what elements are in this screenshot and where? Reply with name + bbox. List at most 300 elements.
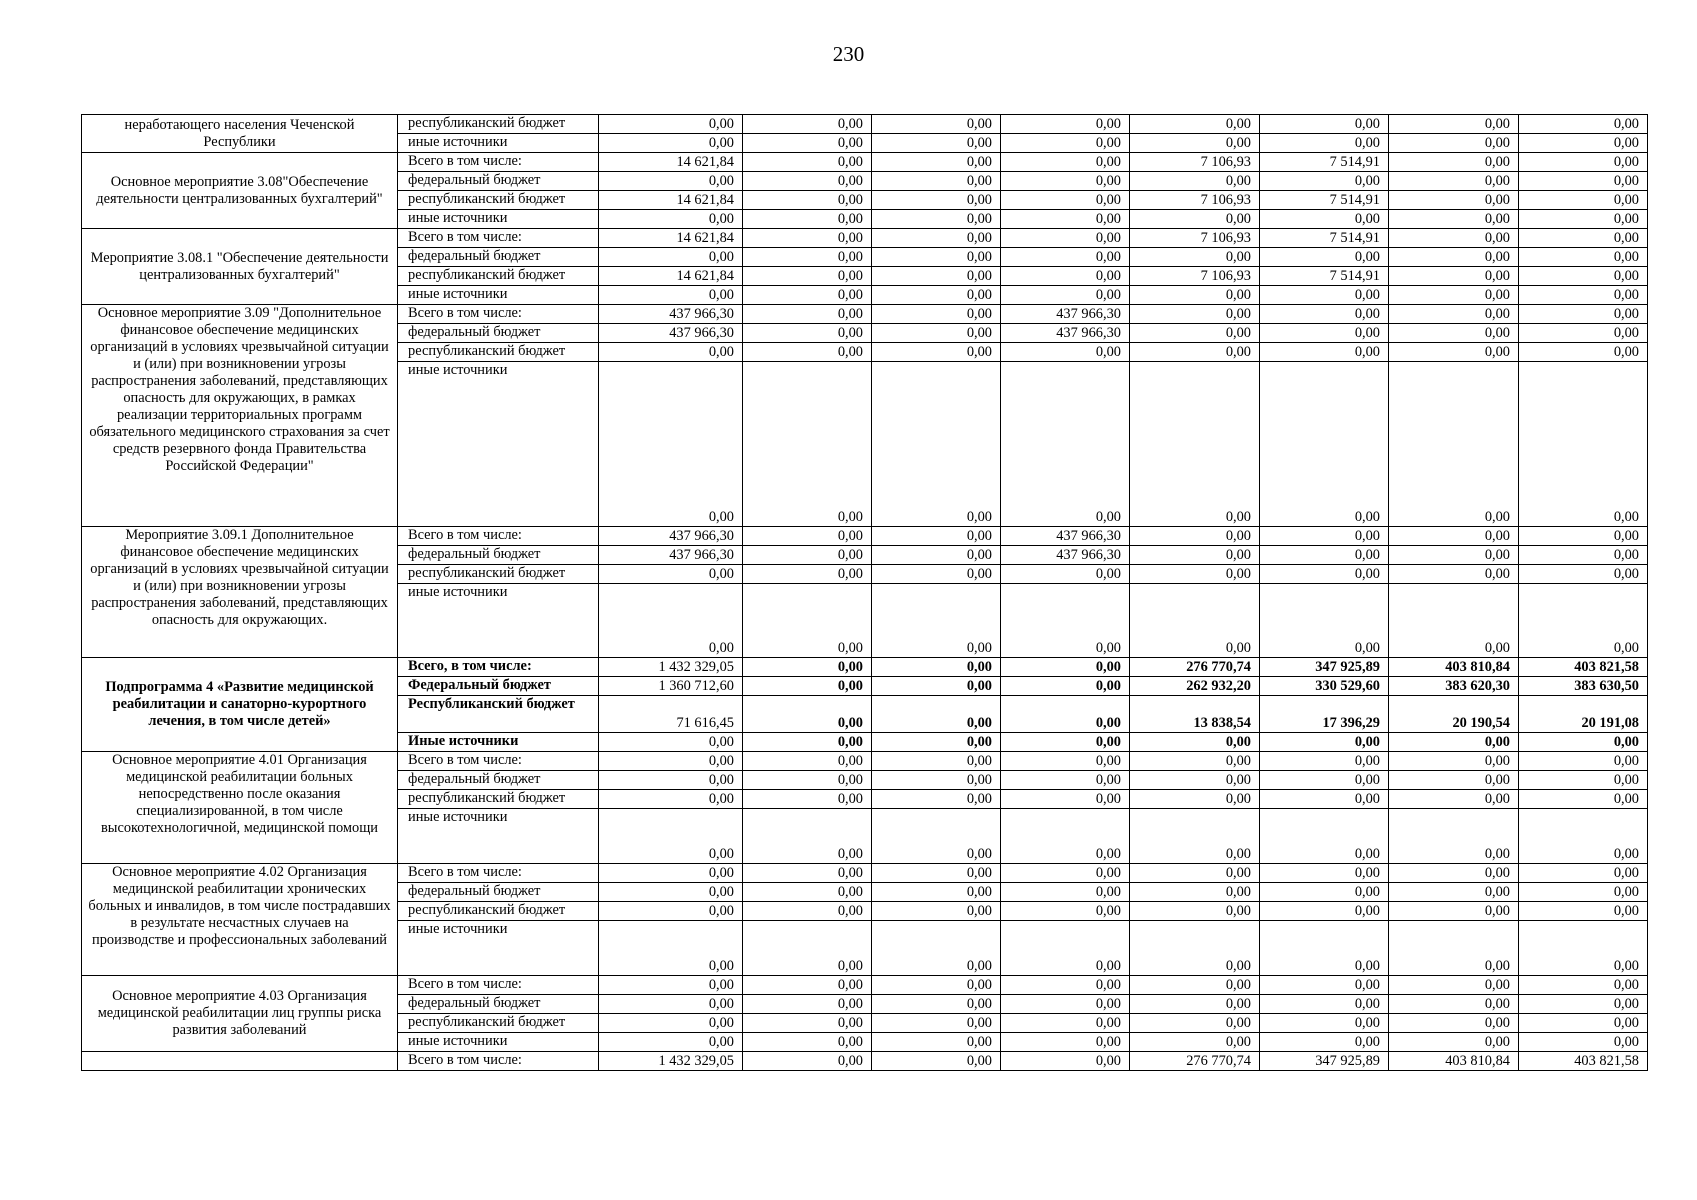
value-cell: 0,00 [872, 343, 1001, 362]
value-cell: 0,00 [1389, 790, 1519, 809]
measure-name-cell: Основное мероприятие 3.09 "Дополнительное финансовое обеспечение медицинских организаций в условиях чрезвычайной ситуации и (или) при возникновении угрозы распространения заболеваний, представляющих опасность для окружающих, в рамках реализации территориальных программ обязательного медицинского страхования за счет средств резервного фонда Правительства Российской Федерации" [82, 305, 398, 527]
funding-source-cell: федеральный бюджет [398, 546, 599, 565]
measure-name-cell: Основное мероприятие 3.08"Обеспечение деятельности централизованных бухгалтерий" [82, 153, 398, 229]
value-cell: 0,00 [872, 305, 1001, 324]
value-cell: 437 966,30 [599, 527, 743, 546]
value-cell: 0,00 [743, 115, 872, 134]
value-cell: 0,00 [1389, 902, 1519, 921]
value-cell: 0,00 [1519, 809, 1648, 864]
value-cell: 0,00 [743, 286, 872, 305]
funding-source-cell: Всего в том числе: [398, 229, 599, 248]
funding-source-cell: иные источники [398, 1033, 599, 1052]
value-cell: 403 810,84 [1389, 658, 1519, 677]
value-cell: 0,00 [1001, 267, 1130, 286]
value-cell: 0,00 [872, 584, 1001, 658]
value-cell: 0,00 [872, 995, 1001, 1014]
value-cell: 0,00 [872, 527, 1001, 546]
value-cell: 0,00 [1001, 343, 1130, 362]
value-cell: 0,00 [1001, 134, 1130, 153]
value-cell: 437 966,30 [1001, 546, 1130, 565]
value-cell: 0,00 [1130, 362, 1260, 527]
value-cell: 0,00 [872, 864, 1001, 883]
funding-source-cell: иные источники [398, 362, 599, 527]
value-cell: 20 191,08 [1519, 696, 1648, 733]
value-cell: 276 770,74 [1130, 658, 1260, 677]
value-cell: 403 821,58 [1519, 658, 1648, 677]
value-cell: 437 966,30 [599, 324, 743, 343]
value-cell: 0,00 [599, 172, 743, 191]
value-cell: 0,00 [872, 134, 1001, 153]
value-cell: 0,00 [1260, 305, 1389, 324]
table-row [82, 1052, 1648, 1071]
funding-source-cell: иные источники [398, 286, 599, 305]
funding-source-cell: республиканский бюджет [398, 790, 599, 809]
value-cell: 0,00 [1130, 921, 1260, 976]
value-cell: 0,00 [1519, 995, 1648, 1014]
value-cell: 0,00 [1519, 921, 1648, 976]
value-cell: 0,00 [1001, 191, 1130, 210]
value-cell: 0,00 [1389, 153, 1519, 172]
value-cell: 0,00 [1001, 658, 1130, 677]
value-cell: 0,00 [1001, 584, 1130, 658]
value-cell: 0,00 [1001, 286, 1130, 305]
value-cell: 7 106,93 [1130, 153, 1260, 172]
value-cell: 0,00 [743, 362, 872, 527]
value-cell: 0,00 [1260, 921, 1389, 976]
value-cell: 0,00 [1001, 733, 1130, 752]
value-cell: 0,00 [1001, 995, 1130, 1014]
value-cell: 0,00 [1001, 248, 1130, 267]
value-cell: 0,00 [1001, 362, 1130, 527]
funding-source-cell: иные источники [398, 809, 599, 864]
value-cell: 0,00 [743, 565, 872, 584]
value-cell: 0,00 [599, 752, 743, 771]
value-cell: 0,00 [1260, 210, 1389, 229]
value-cell: 383 630,50 [1519, 677, 1648, 696]
value-cell: 0,00 [1389, 229, 1519, 248]
value-cell: 0,00 [1389, 883, 1519, 902]
value-cell: 0,00 [1389, 172, 1519, 191]
value-cell: 0,00 [1260, 343, 1389, 362]
value-cell: 0,00 [1001, 976, 1130, 995]
value-cell: 0,00 [1389, 324, 1519, 343]
value-cell: 0,00 [743, 658, 872, 677]
table-row [82, 658, 1648, 677]
value-cell: 0,00 [1130, 1033, 1260, 1052]
value-cell: 14 621,84 [599, 267, 743, 286]
measure-name-cell: Мероприятие 3.08.1 "Обеспечение деятельности централизованных бухгалтерий" [82, 229, 398, 305]
measure-name-cell [82, 1052, 398, 1071]
value-cell: 0,00 [1260, 733, 1389, 752]
value-cell: 403 810,84 [1389, 1052, 1519, 1071]
value-cell: 0,00 [872, 1033, 1001, 1052]
table-row [82, 864, 1648, 883]
value-cell: 0,00 [743, 790, 872, 809]
value-cell: 0,00 [743, 134, 872, 153]
value-cell: 0,00 [1260, 324, 1389, 343]
value-cell: 0,00 [1260, 248, 1389, 267]
value-cell: 0,00 [872, 677, 1001, 696]
value-cell: 0,00 [743, 696, 872, 733]
value-cell: 0,00 [743, 864, 872, 883]
value-cell: 0,00 [743, 305, 872, 324]
measure-name-cell: Основное мероприятие 4.02 Организация медицинской реабилитации хронических больных и инвалидов, в том числе пострадавших в результате несчастных случаев на производстве и профессиональных заболеваний [82, 864, 398, 976]
value-cell: 0,00 [1519, 584, 1648, 658]
value-cell: 0,00 [1389, 771, 1519, 790]
value-cell: 0,00 [1519, 134, 1648, 153]
value-cell: 330 529,60 [1260, 677, 1389, 696]
value-cell: 0,00 [1389, 921, 1519, 976]
value-cell: 0,00 [872, 362, 1001, 527]
value-cell: 0,00 [1260, 771, 1389, 790]
value-cell: 0,00 [872, 115, 1001, 134]
value-cell: 0,00 [1519, 191, 1648, 210]
value-cell: 0,00 [1519, 153, 1648, 172]
value-cell: 0,00 [1130, 546, 1260, 565]
value-cell: 0,00 [1001, 1014, 1130, 1033]
value-cell: 0,00 [743, 343, 872, 362]
value-cell: 0,00 [1130, 809, 1260, 864]
table-row [82, 153, 1648, 172]
value-cell: 0,00 [743, 546, 872, 565]
value-cell: 0,00 [1130, 995, 1260, 1014]
value-cell: 0,00 [1001, 1052, 1130, 1071]
value-cell: 13 838,54 [1130, 696, 1260, 733]
value-cell: 0,00 [1130, 134, 1260, 153]
value-cell: 0,00 [599, 902, 743, 921]
value-cell: 0,00 [1260, 883, 1389, 902]
value-cell: 0,00 [1519, 527, 1648, 546]
funding-source-cell: федеральный бюджет [398, 995, 599, 1014]
value-cell: 0,00 [743, 191, 872, 210]
value-cell: 0,00 [872, 286, 1001, 305]
value-cell: 0,00 [599, 790, 743, 809]
value-cell: 0,00 [1001, 153, 1130, 172]
measure-name-cell: Основное мероприятие 4.01 Организация медицинской реабилитации больных непосредственно после оказания специализированной, в том числе высокотехнологичной, медицинской помощи [82, 752, 398, 864]
value-cell: 0,00 [1130, 883, 1260, 902]
value-cell: 0,00 [743, 1014, 872, 1033]
value-cell: 0,00 [1130, 771, 1260, 790]
funding-source-cell: федеральный бюджет [398, 324, 599, 343]
value-cell: 0,00 [1389, 1033, 1519, 1052]
value-cell: 0,00 [1389, 362, 1519, 527]
value-cell: 1 360 712,60 [599, 677, 743, 696]
value-cell: 0,00 [743, 527, 872, 546]
value-cell: 0,00 [1389, 733, 1519, 752]
value-cell: 0,00 [743, 733, 872, 752]
value-cell: 0,00 [599, 286, 743, 305]
value-cell: 0,00 [1519, 976, 1648, 995]
value-cell: 437 966,30 [1001, 305, 1130, 324]
value-cell: 0,00 [1001, 677, 1130, 696]
value-cell: 0,00 [1389, 864, 1519, 883]
value-cell: 0,00 [872, 172, 1001, 191]
value-cell: 0,00 [743, 1052, 872, 1071]
value-cell: 0,00 [872, 790, 1001, 809]
funding-source-cell: федеральный бюджет [398, 248, 599, 267]
value-cell: 0,00 [1519, 902, 1648, 921]
funding-source-cell: республиканский бюджет [398, 565, 599, 584]
value-cell: 0,00 [1389, 267, 1519, 286]
funding-source-cell: Всего, в том числе: [398, 658, 599, 677]
value-cell: 0,00 [1519, 210, 1648, 229]
value-cell: 347 925,89 [1260, 1052, 1389, 1071]
value-cell: 0,00 [1389, 1014, 1519, 1033]
value-cell: 0,00 [743, 229, 872, 248]
value-cell: 0,00 [1130, 210, 1260, 229]
budget-table-body [82, 115, 1648, 1071]
value-cell: 0,00 [1519, 565, 1648, 584]
value-cell: 0,00 [1001, 115, 1130, 134]
table-row [82, 752, 1648, 771]
value-cell: 0,00 [1519, 362, 1648, 527]
value-cell: 0,00 [1389, 546, 1519, 565]
value-cell: 0,00 [1389, 976, 1519, 995]
value-cell: 0,00 [743, 172, 872, 191]
funding-source-cell: федеральный бюджет [398, 771, 599, 790]
table-row [82, 305, 1648, 324]
value-cell: 0,00 [1519, 790, 1648, 809]
value-cell: 276 770,74 [1130, 1052, 1260, 1071]
value-cell: 0,00 [872, 733, 1001, 752]
funding-source-cell: республиканский бюджет [398, 343, 599, 362]
value-cell: 437 966,30 [599, 546, 743, 565]
funding-source-cell: Иные источники [398, 733, 599, 752]
funding-source-cell: республиканский бюджет [398, 191, 599, 210]
funding-source-cell: федеральный бюджет [398, 172, 599, 191]
funding-source-cell: иные источники [398, 210, 599, 229]
value-cell: 7 106,93 [1130, 229, 1260, 248]
value-cell: 0,00 [599, 976, 743, 995]
value-cell: 0,00 [1519, 267, 1648, 286]
value-cell: 0,00 [599, 921, 743, 976]
value-cell: 0,00 [1260, 790, 1389, 809]
value-cell: 0,00 [1130, 115, 1260, 134]
funding-source-cell: республиканский бюджет [398, 1014, 599, 1033]
value-cell: 0,00 [599, 565, 743, 584]
measure-name-cell: Мероприятие 3.09.1 Дополнительное финансовое обеспечение медицинских организаций в условиях чрезвычайной ситуации и (или) при возникновении угрозы распространения заболеваний, представляющих опасность для окружающих. [82, 527, 398, 658]
value-cell: 0,00 [872, 229, 1001, 248]
measure-name-cell: Основное мероприятие 4.03 Организация медицинской реабилитации лиц группы риска развития заболеваний [82, 976, 398, 1052]
table-row [82, 115, 1648, 134]
value-cell: 0,00 [1389, 115, 1519, 134]
funding-source-cell: Всего в том числе: [398, 976, 599, 995]
value-cell: 0,00 [1389, 134, 1519, 153]
value-cell: 0,00 [1001, 902, 1130, 921]
value-cell: 0,00 [599, 584, 743, 658]
value-cell: 0,00 [1001, 771, 1130, 790]
value-cell: 0,00 [1001, 752, 1130, 771]
value-cell: 437 966,30 [1001, 324, 1130, 343]
value-cell: 0,00 [599, 115, 743, 134]
value-cell: 0,00 [599, 864, 743, 883]
value-cell: 0,00 [1001, 210, 1130, 229]
value-cell: 0,00 [1519, 733, 1648, 752]
funding-source-cell: Всего в том числе: [398, 1052, 599, 1071]
value-cell: 0,00 [1260, 565, 1389, 584]
funding-source-cell: Всего в том числе: [398, 153, 599, 172]
value-cell: 0,00 [599, 995, 743, 1014]
value-cell: 0,00 [1260, 172, 1389, 191]
funding-source-cell: Всего в том числе: [398, 752, 599, 771]
value-cell: 0,00 [1260, 1033, 1389, 1052]
table-row [82, 229, 1648, 248]
value-cell: 0,00 [1519, 286, 1648, 305]
value-cell: 0,00 [1001, 1033, 1130, 1052]
funding-source-cell: иные источники [398, 134, 599, 153]
value-cell: 7 514,91 [1260, 267, 1389, 286]
value-cell: 0,00 [1519, 771, 1648, 790]
funding-source-cell: республиканский бюджет [398, 115, 599, 134]
value-cell: 0,00 [1130, 343, 1260, 362]
value-cell: 0,00 [599, 248, 743, 267]
funding-source-cell: федеральный бюджет [398, 883, 599, 902]
value-cell: 0,00 [872, 902, 1001, 921]
value-cell: 0,00 [1130, 752, 1260, 771]
value-cell: 0,00 [1001, 864, 1130, 883]
value-cell: 20 190,54 [1389, 696, 1519, 733]
page-number: 230 [832, 42, 865, 66]
value-cell: 0,00 [1130, 790, 1260, 809]
value-cell: 0,00 [872, 976, 1001, 995]
value-cell: 0,00 [872, 324, 1001, 343]
value-cell: 0,00 [1130, 248, 1260, 267]
value-cell: 7 514,91 [1260, 153, 1389, 172]
funding-source-cell: республиканский бюджет [398, 902, 599, 921]
value-cell: 0,00 [1260, 546, 1389, 565]
value-cell: 0,00 [872, 696, 1001, 733]
value-cell: 262 932,20 [1130, 677, 1260, 696]
value-cell: 0,00 [1519, 115, 1648, 134]
value-cell: 347 925,89 [1260, 658, 1389, 677]
value-cell: 0,00 [872, 248, 1001, 267]
value-cell: 0,00 [1519, 172, 1648, 191]
value-cell: 0,00 [1260, 809, 1389, 864]
value-cell: 0,00 [1001, 790, 1130, 809]
value-cell: 0,00 [599, 733, 743, 752]
value-cell: 0,00 [743, 995, 872, 1014]
value-cell: 0,00 [599, 343, 743, 362]
value-cell: 0,00 [1389, 286, 1519, 305]
value-cell: 0,00 [872, 191, 1001, 210]
value-cell: 0,00 [1260, 286, 1389, 305]
value-cell: 0,00 [743, 902, 872, 921]
value-cell: 0,00 [743, 584, 872, 658]
value-cell: 0,00 [872, 546, 1001, 565]
value-cell: 0,00 [1130, 1014, 1260, 1033]
value-cell: 17 396,29 [1260, 696, 1389, 733]
funding-source-cell: Федеральный бюджет [398, 677, 599, 696]
value-cell: 0,00 [1260, 752, 1389, 771]
value-cell: 7 514,91 [1260, 191, 1389, 210]
value-cell: 0,00 [1389, 584, 1519, 658]
measure-name-cell: неработающего населения Чеченской Республики [82, 115, 398, 153]
value-cell: 0,00 [1130, 584, 1260, 658]
value-cell: 0,00 [1001, 565, 1130, 584]
value-cell: 0,00 [1130, 305, 1260, 324]
value-cell: 0,00 [1389, 305, 1519, 324]
value-cell: 0,00 [1389, 565, 1519, 584]
value-cell: 14 621,84 [599, 229, 743, 248]
value-cell: 1 432 329,05 [599, 658, 743, 677]
value-cell: 0,00 [872, 752, 1001, 771]
value-cell: 0,00 [1130, 324, 1260, 343]
value-cell: 0,00 [1001, 172, 1130, 191]
value-cell: 0,00 [1130, 527, 1260, 546]
value-cell: 0,00 [1130, 864, 1260, 883]
value-cell: 0,00 [599, 134, 743, 153]
value-cell: 0,00 [872, 1014, 1001, 1033]
table-row [82, 527, 1648, 546]
value-cell: 0,00 [872, 921, 1001, 976]
value-cell: 0,00 [599, 1033, 743, 1052]
value-cell: 0,00 [1519, 324, 1648, 343]
value-cell: 0,00 [872, 658, 1001, 677]
value-cell: 0,00 [872, 267, 1001, 286]
funding-source-cell: республиканский бюджет [398, 267, 599, 286]
value-cell: 0,00 [743, 1033, 872, 1052]
value-cell: 0,00 [599, 210, 743, 229]
budget-table [81, 114, 1648, 1071]
value-cell: 0,00 [743, 771, 872, 790]
value-cell: 0,00 [599, 883, 743, 902]
value-cell: 0,00 [1519, 248, 1648, 267]
funding-source-cell: иные источники [398, 921, 599, 976]
value-cell: 0,00 [1389, 809, 1519, 864]
value-cell: 0,00 [599, 809, 743, 864]
value-cell: 0,00 [872, 809, 1001, 864]
value-cell: 0,00 [1389, 527, 1519, 546]
value-cell: 0,00 [599, 771, 743, 790]
value-cell: 0,00 [1260, 1014, 1389, 1033]
value-cell: 0,00 [599, 1014, 743, 1033]
value-cell: 0,00 [1001, 883, 1130, 902]
value-cell: 0,00 [1519, 1033, 1648, 1052]
value-cell: 0,00 [743, 153, 872, 172]
value-cell: 1 432 329,05 [599, 1052, 743, 1071]
value-cell: 0,00 [1130, 172, 1260, 191]
value-cell: 0,00 [1519, 752, 1648, 771]
value-cell: 14 621,84 [599, 153, 743, 172]
value-cell: 0,00 [743, 210, 872, 229]
value-cell: 0,00 [1260, 134, 1389, 153]
value-cell: 0,00 [1130, 286, 1260, 305]
funding-source-cell: иные источники [398, 584, 599, 658]
value-cell: 437 966,30 [599, 305, 743, 324]
funding-source-cell: Республиканский бюджет [398, 696, 599, 733]
value-cell: 0,00 [1260, 362, 1389, 527]
value-cell: 0,00 [743, 248, 872, 267]
value-cell: 0,00 [1001, 921, 1130, 976]
value-cell: 0,00 [1519, 1014, 1648, 1033]
value-cell: 0,00 [872, 565, 1001, 584]
value-cell: 0,00 [872, 210, 1001, 229]
value-cell: 0,00 [1001, 809, 1130, 864]
value-cell: 0,00 [1001, 229, 1130, 248]
value-cell: 0,00 [1260, 995, 1389, 1014]
value-cell: 0,00 [1130, 976, 1260, 995]
value-cell: 0,00 [872, 1052, 1001, 1071]
value-cell: 0,00 [1519, 305, 1648, 324]
value-cell: 0,00 [1130, 565, 1260, 584]
value-cell: 0,00 [1389, 752, 1519, 771]
value-cell: 403 821,58 [1519, 1052, 1648, 1071]
value-cell: 0,00 [1260, 115, 1389, 134]
value-cell: 0,00 [743, 976, 872, 995]
measure-name-cell: Подпрограмма 4 «Развитие медицинской реабилитации и санаторно-курортного лечения, в том числе детей» [82, 658, 398, 752]
value-cell: 0,00 [1519, 229, 1648, 248]
value-cell: 383 620,30 [1389, 677, 1519, 696]
